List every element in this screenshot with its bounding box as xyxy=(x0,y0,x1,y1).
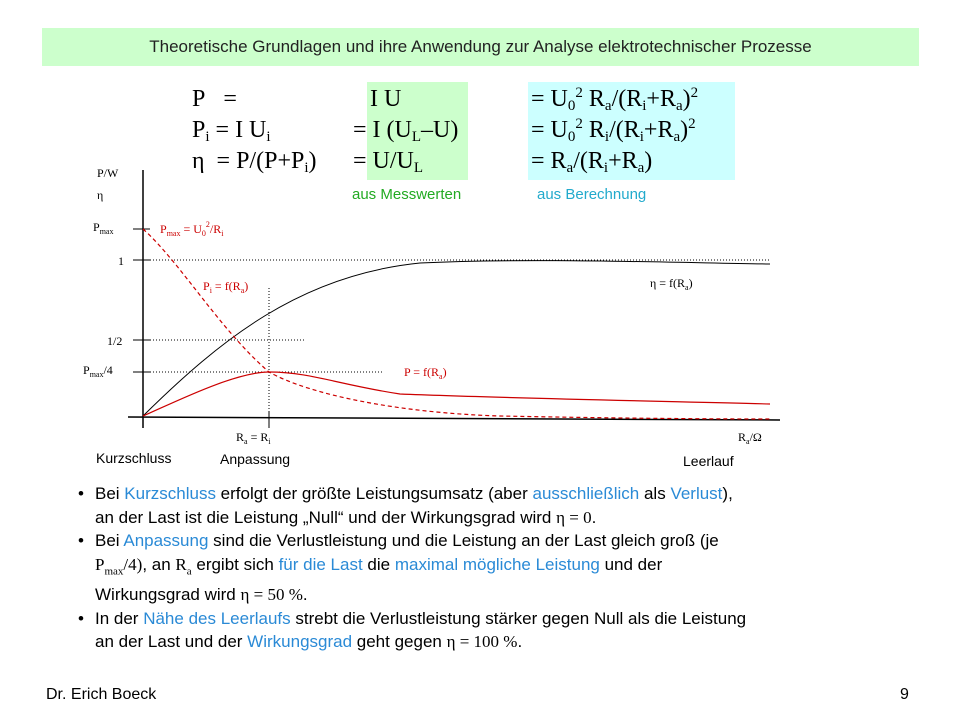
y-tick-label-one: 1 xyxy=(118,254,124,268)
y-tick-label-half: 1/2 xyxy=(107,334,123,348)
y-tick-label-pmax4: $P_{max}/4$ xyxy=(83,363,113,379)
eq-row-p-calculated: = $U_0^2$ $R_a/(R_i+R_a)^2$ xyxy=(531,85,699,114)
pi-curve-label: $P_i = f(R_a)$ xyxy=(203,279,249,295)
ra-equals-ri-label: $R_a = R_i$ xyxy=(236,430,271,446)
y-tick-label-pmax: $P_{max}$ xyxy=(93,220,114,236)
eq-row-p-lhs: P = xyxy=(192,86,237,112)
pi-curve xyxy=(143,229,770,419)
x-axis-label: $R_a/\Omega$ xyxy=(738,430,762,446)
bullet-anpassung: • Bei Anpassung sind die Verlustleistung und die Leistung an der Last gleich groß (je $P_{max}/4$), an $R_a$ ergibt sich für die Last die maximal mögliche Leistung und der Wirkungsgrad wird η = 50 %. xyxy=(78,529,928,607)
header-title: Theoretische Grundlagen und ihre Anwendung zur Analyse elektrotechnischer Prozesse xyxy=(149,37,812,56)
eq-row-pi-lhs: $P_i = I$ $U_i$ xyxy=(192,117,271,145)
p-curve-label: $P = f(R_a)$ xyxy=(404,365,447,381)
y-axis-label-power: P/W xyxy=(97,166,119,180)
label-leerlauf: Leerlauf xyxy=(683,453,734,469)
label-kurzschluss: Kurzschluss xyxy=(96,450,172,466)
footer-page-number: 9 xyxy=(900,686,909,703)
p-curve xyxy=(143,372,770,416)
footer-author: Dr. Erich Boeck xyxy=(46,686,157,703)
y-axis-label-eta: η xyxy=(97,188,104,202)
eq-row-eta-measured: = $U/U_L$ xyxy=(353,148,424,176)
bullet-kurzschluss: • Bei Kurzschluss erfolgt der größte Leistungsumsatz (aber ausschließlich als Verlust), an der Last ist die Leistung „Null“ und der Wirkungsgrad wird η = 0. xyxy=(78,482,928,529)
caption-calculated: aus Berechnung xyxy=(537,186,647,203)
bullet-list xyxy=(78,482,928,654)
label-anpassung: Anpassung xyxy=(220,451,291,467)
pmax-formula-label: $P_{max} = U_0^2/R_i$ xyxy=(160,220,224,238)
bullet-leerlauf: • In der Nähe des Leerlaufs strebt die Verlustleistung stärker gegen Null als die Leistung an der Last und der Wirkungsgrad geht gegen η = 100 %. xyxy=(78,607,928,654)
eq-row-eta-calculated: = $R_a/(R_i+R_a)$ xyxy=(531,148,653,176)
eta-curve-label: $\eta = f(R_a)$ xyxy=(650,276,693,292)
eq-row-pi-measured: = I $(U_L-U)$ xyxy=(353,117,459,145)
caption-measured: aus Messwerten xyxy=(352,186,462,203)
eq-row-p-measured: I U xyxy=(370,86,402,112)
eq-row-eta-lhs: $\eta = P/(P+P_i)$ xyxy=(192,148,317,176)
eq-row-pi-calculated: = $U_0^2$ $R_i/(R_i+R_a)^2$ xyxy=(531,116,696,145)
